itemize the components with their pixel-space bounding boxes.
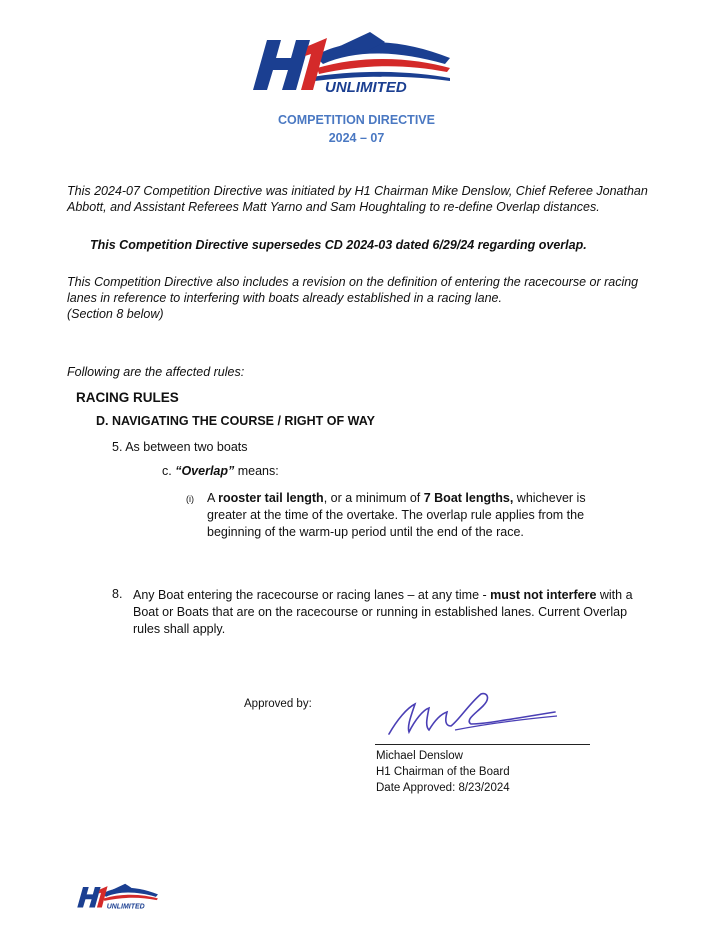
section-title: RACING RULES [76,390,179,405]
supersedes-note: This Competition Directive supersedes CD 2024-03 dated 6/29/24 regarding overlap. [90,238,587,252]
intro-paragraph: This 2024-07 Competition Directive was initiated by H1 Chairman Mike Denslow, Chief Referee Jonathan Abbott, and Assistant Referees Matt Yarno and Sam Houghtaling to re-define Overlap distances. [67,184,648,214]
signature-line [375,744,590,745]
approved-by-label: Approved by: [244,698,312,710]
signer-title: H1 Chairman of the Board [376,766,510,778]
subsection-title: D. NAVIGATING THE COURSE / RIGHT OF WAY [96,414,375,428]
signature-graphic [385,690,565,740]
logo-wordmark: UNLIMITED [325,79,407,96]
rule-5c-suffix: means: [234,464,279,478]
signature [385,690,565,740]
rule-5c [162,464,279,478]
boat-lengths-term: 7 Boat lengths, [423,491,514,505]
footer-logo-graphic [74,882,160,910]
footer-logo-wordmark: UNLIMITED [106,903,145,910]
rule-5ci-number: (i) [186,494,194,504]
directive-title: COMPETITION DIRECTIVE [278,113,435,127]
revision-section-note: (Section 8 below) [67,307,164,321]
rule-8-text [133,587,633,638]
rooster-tail-term: rooster tail length [218,491,324,505]
h1-logo-graphic [245,28,455,96]
rule-5: 5. As between two boats [112,440,248,454]
rule-5ci-part: A [207,491,219,505]
must-not-interfere-term: must not interfere [490,588,597,602]
approval-date: Date Approved: 8/23/2024 [376,782,510,794]
rule-5ci-text [207,490,627,541]
h1-unlimited-logo [245,28,455,96]
signer-block [376,748,510,796]
rule-5c-prefix: c. [162,464,176,478]
rule-8-number: 8. [112,587,123,601]
directive-number: 2024 – 07 [328,131,385,145]
rule-5ci-part: whichever is greater at the time of the overtake. The overlap rule applies from the beginning of the warm-up period until the end of the race. [207,491,586,539]
affected-rules-intro: Following are the affected rules: [67,365,245,379]
revision-paragraph [67,274,667,322]
overlap-term: “Overlap” [175,464,235,478]
rule-5ci-part: , or a minimum of [323,491,424,505]
signer-name: Michael Denslow [376,750,463,762]
rule-8-part: with a Boat or Boats that are on the racecourse or running in established lanes. Current Overlap rules shall apply. [133,588,633,636]
revision-text: This Competition Directive also includes a revision on the definition of entering the racecourse or racing lanes in reference to interfering with boats already established in a racing lane. [67,275,639,305]
h1-unlimited-footer-logo [74,882,160,910]
rule-8-part: Any Boat entering the racecourse or racing lanes – at any time - [133,588,491,602]
